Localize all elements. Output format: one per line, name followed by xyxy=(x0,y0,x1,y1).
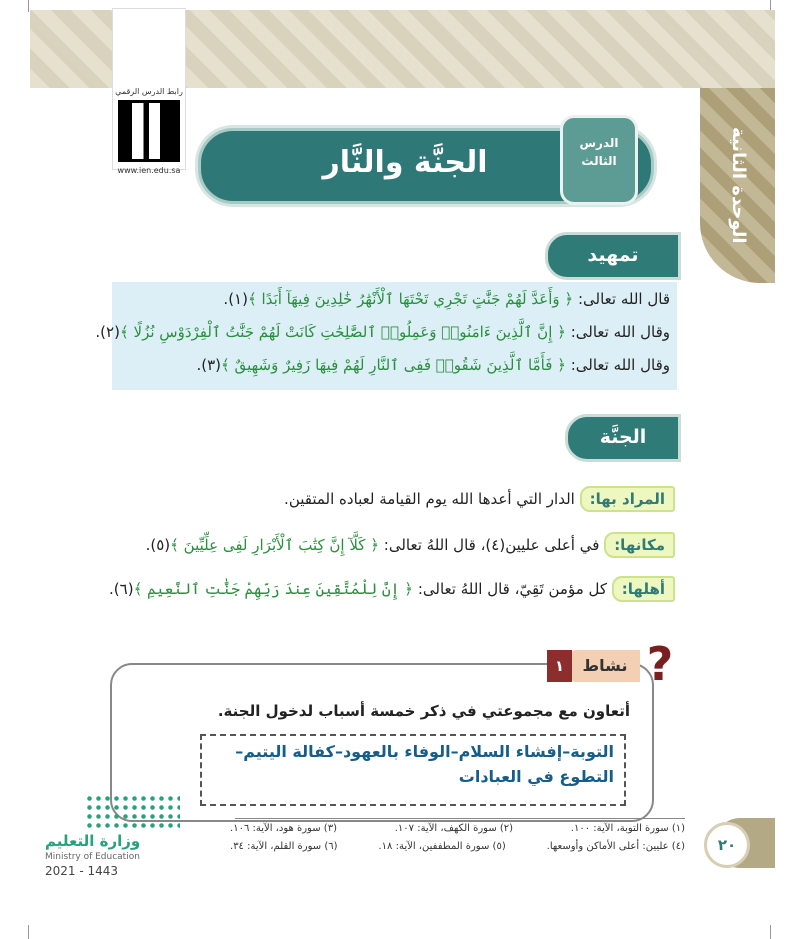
answer-line-1: التوبة–إفشاء السلام–الوفاء بالعهود–كفالة اليتيم– xyxy=(235,742,614,761)
qr-url[interactable]: www.ien.edu.sa xyxy=(117,166,181,175)
ayah-text: ﴿ إِنَّ ٱلَّذِينَ ءَامَنُوا۟ وَعَمِلُوا۟ ٱلصَّٰلِحَٰتِ كَانَتْ لَهُمْ جَنَّٰتُ ٱلْفِرْدَوْسِ نُزُلًا ﴾ xyxy=(119,323,566,341)
intro-line xyxy=(120,290,670,308)
unit-label: الوحدة الثانية xyxy=(728,126,749,244)
item-label: مكانها: xyxy=(604,532,675,558)
footnote-ref: (٥). xyxy=(145,536,171,554)
activity-number: ١ xyxy=(547,650,572,682)
item-label: أهلها: xyxy=(612,576,675,602)
crop-mark xyxy=(28,925,29,939)
section-heading-intro: تمهيد xyxy=(545,232,681,280)
activity-question: أتعاون مع مجموعتي في ذكر خمسة أسباب لدخول الجنة. xyxy=(217,702,630,720)
qr-code-icon[interactable] xyxy=(118,100,180,162)
section-heading-paradise: الجنَّة xyxy=(565,414,681,462)
item-text: كل مؤمن تَقِيّ، قال اللهُ تعالى: xyxy=(417,580,608,598)
item-text: الدار التي أعدها الله يوم القيامة لعباده المتقين. xyxy=(284,490,575,508)
ayah-text: ﴿ وَأَعَدَّ لَهُمْ جَنَّٰتٍ تَجْرِي تَحْتَهَا ٱلْأَنْهَٰرُ خَٰلِدِينَ فِيهَآ أَبَدًا ﴾ xyxy=(247,290,574,308)
footnote: (١) سورة التوبة، الآية: ١٠٠. xyxy=(570,823,685,834)
answer-line-2: التطوع في العبادات xyxy=(458,767,614,786)
ministry-logo-icon xyxy=(85,794,180,828)
intro-line xyxy=(95,323,670,341)
footnote-row xyxy=(230,841,685,852)
footnote-ref: (١). xyxy=(223,290,248,308)
paradise-item xyxy=(120,532,675,558)
intro-prefix: قال الله تعالى: xyxy=(577,290,670,308)
qr-panel[interactable] xyxy=(112,8,186,175)
answer-box[interactable] xyxy=(200,734,626,806)
ayah-text: ﴿ كَلَّآ إِنَّ كِتَٰبَ ٱلْأَبْرَارِ لَفِى عِلِّيِّينَ ﴾ xyxy=(170,536,380,554)
footnote: (٣) سورة هود، الآية: ١٠٦. xyxy=(230,823,337,834)
question-mark-icon: ? xyxy=(646,637,674,691)
footnote-divider xyxy=(235,818,685,819)
intro-prefix: وقال الله تعالى: xyxy=(570,323,670,341)
ministry-year: 2021 - 1443 xyxy=(45,864,119,878)
item-label: المراد بها: xyxy=(580,486,675,512)
intro-line xyxy=(120,356,670,374)
paradise-item xyxy=(120,486,675,512)
footnote-ref: (٦). xyxy=(109,580,134,598)
footnote: (٥) سورة المطففين، الآية: ١٨. xyxy=(378,841,506,852)
lesson-badge xyxy=(560,115,638,205)
ministry-name-ar: وزارة التعليم xyxy=(45,832,141,850)
footnote-ref: (٢). xyxy=(95,323,120,341)
ayah-text: ﴿ إِنَّ لِلْمُتَّقِينَ عِندَ رَبِّهِمْ جَنَّٰتِ ٱلنَّعِيمِ ﴾ xyxy=(133,580,414,598)
lesson-title: الجنَّة والنَّار xyxy=(322,145,488,180)
footnote: (٤) عليين: أعلى الأماكن وأوسعها. xyxy=(546,841,685,852)
footnote: (٢) سورة الكهف، الآية: ١٠٧. xyxy=(394,823,514,834)
item-text: في أعلى عليين(٤)، قال اللهُ تعالى: xyxy=(383,536,600,554)
crop-mark xyxy=(28,0,29,12)
crop-mark xyxy=(770,925,771,939)
footnote-ref: (٣). xyxy=(196,356,221,374)
intro-prefix: وقال الله تعالى: xyxy=(570,356,670,374)
footnote: (٦) سورة القلم، الآية: ٣٤. xyxy=(230,841,338,852)
activity-label: نشاط xyxy=(570,650,640,682)
lesson-badge-line1: الدرس xyxy=(579,136,619,150)
lesson-badge-line2: الثالث xyxy=(581,154,617,168)
footnote-row xyxy=(230,823,685,834)
ayah-text: ﴿ فَأَمَّا ٱلَّذِينَ شَقُوا۟ فَفِى ٱلنَّارِ لَهُمْ فِيهَا زَفِيرٌ وَشَهِيقٌ ﴾ xyxy=(221,356,566,374)
paradise-item xyxy=(109,576,675,602)
page-number: ٢٠ xyxy=(704,822,750,868)
qr-caption: رابط الدرس الرقمي xyxy=(115,87,183,96)
ministry-name-en: Ministry of Education xyxy=(45,852,140,862)
